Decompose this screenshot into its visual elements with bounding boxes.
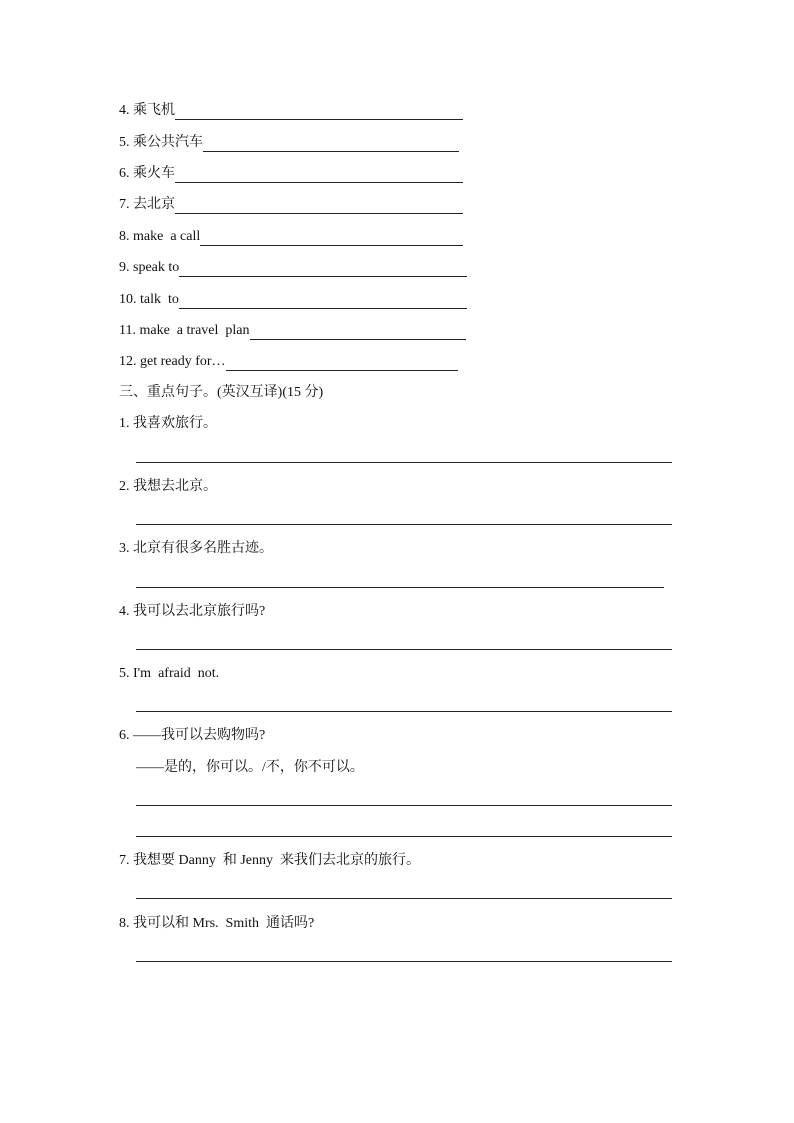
phrase-item <box>119 291 467 309</box>
sentence-number: 3. <box>119 541 130 556</box>
phrase-item <box>119 134 459 152</box>
phrase-number: 6. <box>119 166 130 181</box>
answer-blank[interactable] <box>175 105 463 120</box>
sentence-item <box>119 478 217 496</box>
phrase-item <box>119 353 458 371</box>
phrase-number: 8. <box>119 229 130 244</box>
answer-blank[interactable] <box>179 262 467 277</box>
phrase-text: 去北京 <box>133 197 175 212</box>
sentence-item <box>119 603 265 621</box>
sentence-item <box>136 759 364 777</box>
answer-blank[interactable] <box>175 199 463 214</box>
phrase-text: talk to <box>140 292 179 307</box>
sentence-text: 我可以和 Mrs. Smith 通话吗? <box>133 916 315 931</box>
answer-line[interactable] <box>136 961 672 962</box>
sentence-text: 我想要 Danny 和 Jenny 来我们去北京的旅行。 <box>133 853 420 868</box>
sentence-number: 1. <box>119 416 130 431</box>
section-heading <box>119 384 323 402</box>
sentence-number: 8. <box>119 916 130 931</box>
phrase-text: make a travel plan <box>139 323 250 338</box>
answer-line[interactable] <box>136 836 672 837</box>
phrase-number: 12. <box>119 354 137 369</box>
answer-blank[interactable] <box>175 168 463 183</box>
answer-line[interactable] <box>136 805 672 806</box>
section-heading-text: 三、重点句子。(英汉互译)(15 分) <box>119 385 324 400</box>
sentence-number: 2. <box>119 479 130 494</box>
sentence-item <box>119 852 420 870</box>
answer-line[interactable] <box>136 898 672 899</box>
phrase-number: 5. <box>119 135 130 150</box>
sentence-text: ——我可以去购物吗? <box>133 728 266 743</box>
sentence-text: ——是的，你可以。/不，你不可以。 <box>136 760 364 775</box>
answer-blank[interactable] <box>179 294 467 309</box>
phrase-item <box>119 322 466 340</box>
phrase-text: make a call <box>133 229 201 244</box>
sentence-number: 6. <box>119 728 130 743</box>
answer-blank[interactable] <box>226 356 458 371</box>
phrase-text: get ready for… <box>140 354 226 369</box>
sentence-item <box>119 415 217 433</box>
sentence-number: 5. <box>119 666 130 681</box>
sentence-item <box>119 915 314 933</box>
answer-line[interactable] <box>136 587 664 588</box>
phrase-text: 乘飞机 <box>133 103 175 118</box>
answer-blank[interactable] <box>200 231 463 246</box>
answer-blank[interactable] <box>250 325 466 340</box>
phrase-item <box>119 102 463 120</box>
sentence-item <box>119 540 273 558</box>
sentence-text: 我可以去北京旅行吗? <box>133 604 266 619</box>
phrase-number: 11. <box>119 323 136 338</box>
phrase-number: 10. <box>119 292 137 307</box>
sentence-text: I'm afraid not. <box>133 666 220 681</box>
phrase-item <box>119 165 463 183</box>
answer-line[interactable] <box>136 524 672 525</box>
phrase-text: speak to <box>133 260 180 275</box>
answer-line[interactable] <box>136 711 672 712</box>
answer-blank[interactable] <box>203 137 459 152</box>
phrase-item <box>119 259 467 277</box>
sentence-text: 我想去北京。 <box>133 479 217 494</box>
phrase-item <box>119 196 463 214</box>
phrase-number: 7. <box>119 197 130 212</box>
sentence-number: 4. <box>119 604 130 619</box>
sentence-number: 7. <box>119 853 130 868</box>
answer-line[interactable] <box>136 649 672 650</box>
sentence-item <box>119 727 265 745</box>
phrase-text: 乘公共汽车 <box>133 135 203 150</box>
phrase-text: 乘火车 <box>133 166 175 181</box>
phrase-number: 4. <box>119 103 130 118</box>
phrase-item <box>119 228 463 246</box>
sentence-text: 北京有很多名胜古迹。 <box>133 541 273 556</box>
answer-line[interactable] <box>136 462 672 463</box>
sentence-text: 我喜欢旅行。 <box>133 416 217 431</box>
phrase-number: 9. <box>119 260 130 275</box>
sentence-item <box>119 665 219 683</box>
